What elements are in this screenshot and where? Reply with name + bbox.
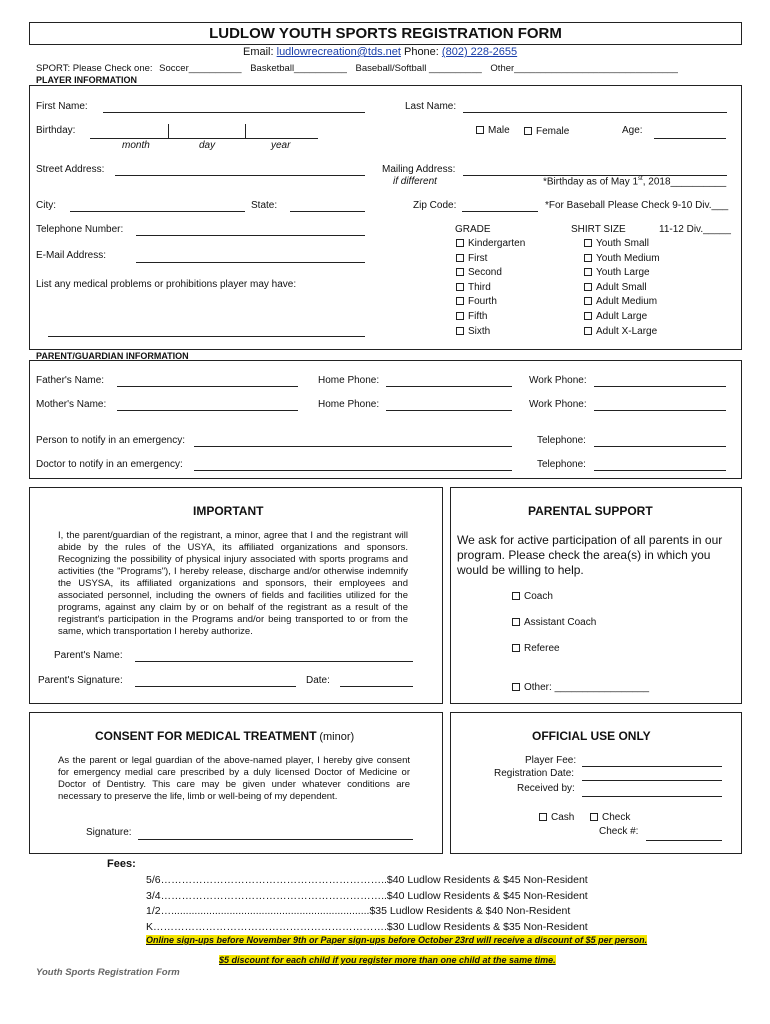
support-text: We ask for active participation of all parents in our program. Please check the area(s) in which you would be willing to help. <box>457 533 723 577</box>
checkbox-icon <box>584 268 592 276</box>
checkbox-icon <box>512 644 520 652</box>
last-name-field[interactable] <box>463 112 727 113</box>
zip-label: Zip Code: <box>413 200 457 211</box>
received-by-field[interactable] <box>582 796 722 797</box>
fee-row: 5/6………………………………………………………..$40 Ludlow Residents & $45 Non-Resident <box>146 874 588 886</box>
father-field[interactable] <box>117 386 298 387</box>
shirt-option[interactable]: Adult Medium <box>584 295 660 310</box>
footer-text: Youth Sports Registration Form <box>36 967 180 978</box>
grade-option[interactable]: Third <box>456 281 525 296</box>
checkbox-icon <box>456 327 464 335</box>
grade-option[interactable]: First <box>456 252 525 267</box>
grade-list <box>456 237 525 339</box>
shirt-div-note: 11-12 Div._____ <box>659 224 731 235</box>
email-address-field[interactable] <box>136 262 365 263</box>
player-fee-label: Player Fee: <box>525 755 577 766</box>
online-discount-note: Online sign-ups before November 9th or Paper sign-ups before October 23rd will receive a discount of $5 per person. <box>146 935 648 945</box>
parent-signature-label: Parent's Signature: <box>38 675 123 686</box>
fee-row: 1/2…....................................................................$35 Ludlow Residents & $40 Non-Resident <box>146 905 571 918</box>
emergency-field[interactable] <box>194 446 512 447</box>
contact-line <box>243 46 517 58</box>
first-name-label: First Name: <box>36 101 88 112</box>
grade-option[interactable]: Kindergarten <box>456 237 525 252</box>
date-field[interactable] <box>340 686 413 687</box>
checkbox-icon <box>584 239 592 247</box>
checkbox-icon <box>456 268 464 276</box>
checkbox-icon <box>456 312 464 320</box>
registration-date-field[interactable] <box>582 780 722 781</box>
mother-home-phone-field[interactable] <box>386 410 512 411</box>
checkbox-icon <box>584 254 592 262</box>
mother-work-phone-label: Work Phone: <box>529 399 587 410</box>
grade-header: GRADE <box>455 224 491 235</box>
sport-option-basketball[interactable]: Basketball__________ <box>250 63 347 74</box>
support-box <box>450 487 742 704</box>
father-label: Father's Name: <box>36 375 105 386</box>
fee-row: 3/4………………………………………………………..$40 Ludlow Residents & $45 Non-Resident <box>146 889 588 902</box>
checkbox-icon <box>590 813 598 821</box>
grade-option[interactable]: Fourth <box>456 295 525 310</box>
checkbox-icon <box>584 327 592 335</box>
other-option[interactable]: Other: _________________ <box>512 682 649 693</box>
parent-name-label: Parent's Name: <box>54 650 123 661</box>
sport-option-baseball[interactable]: Baseball/Softball __________ <box>355 63 482 74</box>
coach-option[interactable]: Coach <box>512 591 553 602</box>
doctor-telephone-field[interactable] <box>594 470 726 471</box>
telephone-label: Telephone Number: <box>36 224 124 235</box>
mother-work-phone-field[interactable] <box>594 410 726 411</box>
father-work-phone-label: Work Phone: <box>529 375 587 386</box>
checkbox-icon <box>476 126 484 134</box>
assistant-coach-option[interactable]: Assistant Coach <box>512 617 596 628</box>
checkbox-icon <box>512 683 520 691</box>
male-option[interactable]: Male <box>476 125 510 136</box>
city-label: City: <box>36 200 56 211</box>
received-by-label: Received by: <box>517 783 575 794</box>
state-label: State: <box>251 200 278 211</box>
last-name-label: Last Name: <box>405 101 457 112</box>
player-fee-field[interactable] <box>582 766 722 767</box>
sport-prompt: SPORT: Please Check one: <box>36 63 153 74</box>
if-different-caption: if different <box>393 176 437 187</box>
medical-label: List any medical problems or prohibitions player may have: <box>36 279 297 290</box>
emergency-telephone-field[interactable] <box>594 446 726 447</box>
checkbox-icon <box>584 283 592 291</box>
consent-text: As the parent or legal guardian of the above-named player, I hereby give consent for emergency medial care prescribed by a duly licensed Doctor of Medicine or Doctor of Dentistry. This care may be given under whatever conditions are necessary to preserve the life, limb or well-being of my dependent. <box>58 755 410 802</box>
mailing-label: Mailing Address: <box>382 164 456 175</box>
fee-row: K………………………………………………………….$30 Ludlow Residents & $35 Non-Resident <box>146 920 588 933</box>
day-caption: day <box>199 140 216 151</box>
doctor-label: Doctor to notify in an emergency: <box>36 459 183 470</box>
baseball-note: *For Baseball Please Check 9-10 Div.___ <box>545 200 729 211</box>
telephone-field[interactable] <box>136 235 365 236</box>
shirt-option[interactable]: Youth Small <box>584 237 660 252</box>
support-header: PARENTAL SUPPORT <box>528 504 653 518</box>
player-section-title: PLAYER INFORMATION <box>36 75 138 85</box>
father-work-phone-field[interactable] <box>594 386 726 387</box>
doctor-telephone-label: Telephone: <box>537 459 586 470</box>
shirt-option[interactable]: Adult Large <box>584 310 660 325</box>
check-option[interactable]: Check <box>590 812 630 823</box>
parent-signature-field[interactable] <box>135 686 296 687</box>
check-number-field[interactable] <box>646 840 722 841</box>
checkbox-icon <box>512 618 520 626</box>
birthday-divider <box>168 124 169 138</box>
parent-name-field[interactable] <box>135 661 413 662</box>
mother-label: Mother's Name: <box>36 399 107 410</box>
sport-option-soccer[interactable]: Soccer__________ <box>159 63 242 74</box>
checkbox-icon <box>512 592 520 600</box>
shirt-header: SHIRT SIZE <box>571 224 626 235</box>
official-header: OFFICIAL USE ONLY <box>532 729 651 743</box>
father-home-phone-field[interactable] <box>386 386 512 387</box>
age-field[interactable] <box>654 138 726 139</box>
referee-option[interactable]: Referee <box>512 643 560 654</box>
important-text: I, the parent/guardian of the registrant, a minor, agree that I and the registrant will abide by the rules of the USYA, its affiliated organizations and sponsors. Recognizing the possibility of physical injury associated with sports programs and activities (the "Programs"), I hereby release, discharge and/or otherwise indemnify the USYSA, its affiliated organizations and sponsors, their employees and associated personnel, including the owners of fields and facilities utilized for the programs, against any claim by or on behalf of the registrant as a result of the registrant's participation in the Programs and/or being transported to or from the same, which transportation I hereby authorize. <box>58 530 408 637</box>
date-label: Date: <box>306 675 330 686</box>
month-caption: month <box>122 140 150 151</box>
checkbox-icon <box>539 813 547 821</box>
female-option[interactable]: Female <box>524 126 569 137</box>
mother-field[interactable] <box>117 410 298 411</box>
year-caption: year <box>271 140 291 151</box>
state-field[interactable] <box>290 211 365 212</box>
checkbox-icon <box>456 254 464 262</box>
emergency-telephone-label: Telephone: <box>537 435 586 446</box>
street-label: Street Address: <box>36 164 105 175</box>
father-home-phone-label: Home Phone: <box>318 375 380 386</box>
registration-date-label: Registration Date: <box>494 768 575 779</box>
form-title: LUDLOW YOUTH SPORTS REGISTRATION FORM <box>29 22 742 45</box>
street-field[interactable] <box>115 175 365 176</box>
shirt-list <box>584 237 660 339</box>
consent-signature-label: Signature: <box>86 827 132 838</box>
mother-home-phone-label: Home Phone: <box>318 399 380 410</box>
sport-line <box>36 63 678 74</box>
consent-signature-field[interactable] <box>138 839 413 840</box>
medical-field[interactable] <box>48 336 365 337</box>
checkbox-icon <box>584 297 592 305</box>
age-label: Age: <box>622 125 643 136</box>
birthday-label: Birthday: <box>36 125 76 136</box>
shirt-option[interactable]: Adult Small <box>584 281 660 296</box>
checkbox-icon <box>524 127 532 135</box>
phone-label: Phone: <box>403 46 439 58</box>
fee-list <box>146 873 588 935</box>
doctor-field[interactable] <box>194 470 512 471</box>
zip-field[interactable] <box>462 211 538 212</box>
emergency-label: Person to notify in an emergency: <box>36 435 185 446</box>
shirt-option[interactable]: Youth Medium <box>584 252 660 267</box>
grade-option[interactable]: Fifth <box>456 310 525 325</box>
birthday-note: *Birthday as of May 1st, 2018__________ <box>543 176 727 188</box>
fees-label: Fees: <box>107 858 136 870</box>
grade-option[interactable]: Sixth <box>456 325 525 340</box>
cash-option[interactable]: Cash <box>539 812 574 823</box>
email-label: Email: <box>243 46 274 58</box>
birthday-field[interactable] <box>90 138 318 139</box>
email-address-label: E-Mail Address: <box>36 250 107 261</box>
checkbox-icon <box>456 297 464 305</box>
shirt-option[interactable]: Youth Large <box>584 266 660 281</box>
parent-section-title: PARENT/GUARDIAN INFORMATION <box>36 351 189 361</box>
phone-link[interactable]: (802) 228-2655 <box>441 46 518 58</box>
city-field[interactable] <box>70 211 245 212</box>
shirt-option[interactable]: Adult X-Large <box>584 325 660 340</box>
checkbox-icon <box>456 283 464 291</box>
checkbox-icon <box>456 239 464 247</box>
first-name-field[interactable] <box>103 112 365 113</box>
email-link[interactable]: ludlowrecreation@tds.net <box>276 46 401 58</box>
check-number-label: Check #: <box>599 826 639 837</box>
consent-header: CONSENT FOR MEDICAL TREATMENT (minor) <box>95 729 355 743</box>
birthday-divider <box>245 124 246 138</box>
grade-option[interactable]: Second <box>456 266 525 281</box>
checkbox-icon <box>584 312 592 320</box>
important-header: IMPORTANT <box>193 504 264 518</box>
sibling-discount-note: $5 discount for each child if you register more than one child at the same time. <box>219 955 556 965</box>
sport-option-other[interactable]: Other_______________________________ <box>490 63 678 74</box>
